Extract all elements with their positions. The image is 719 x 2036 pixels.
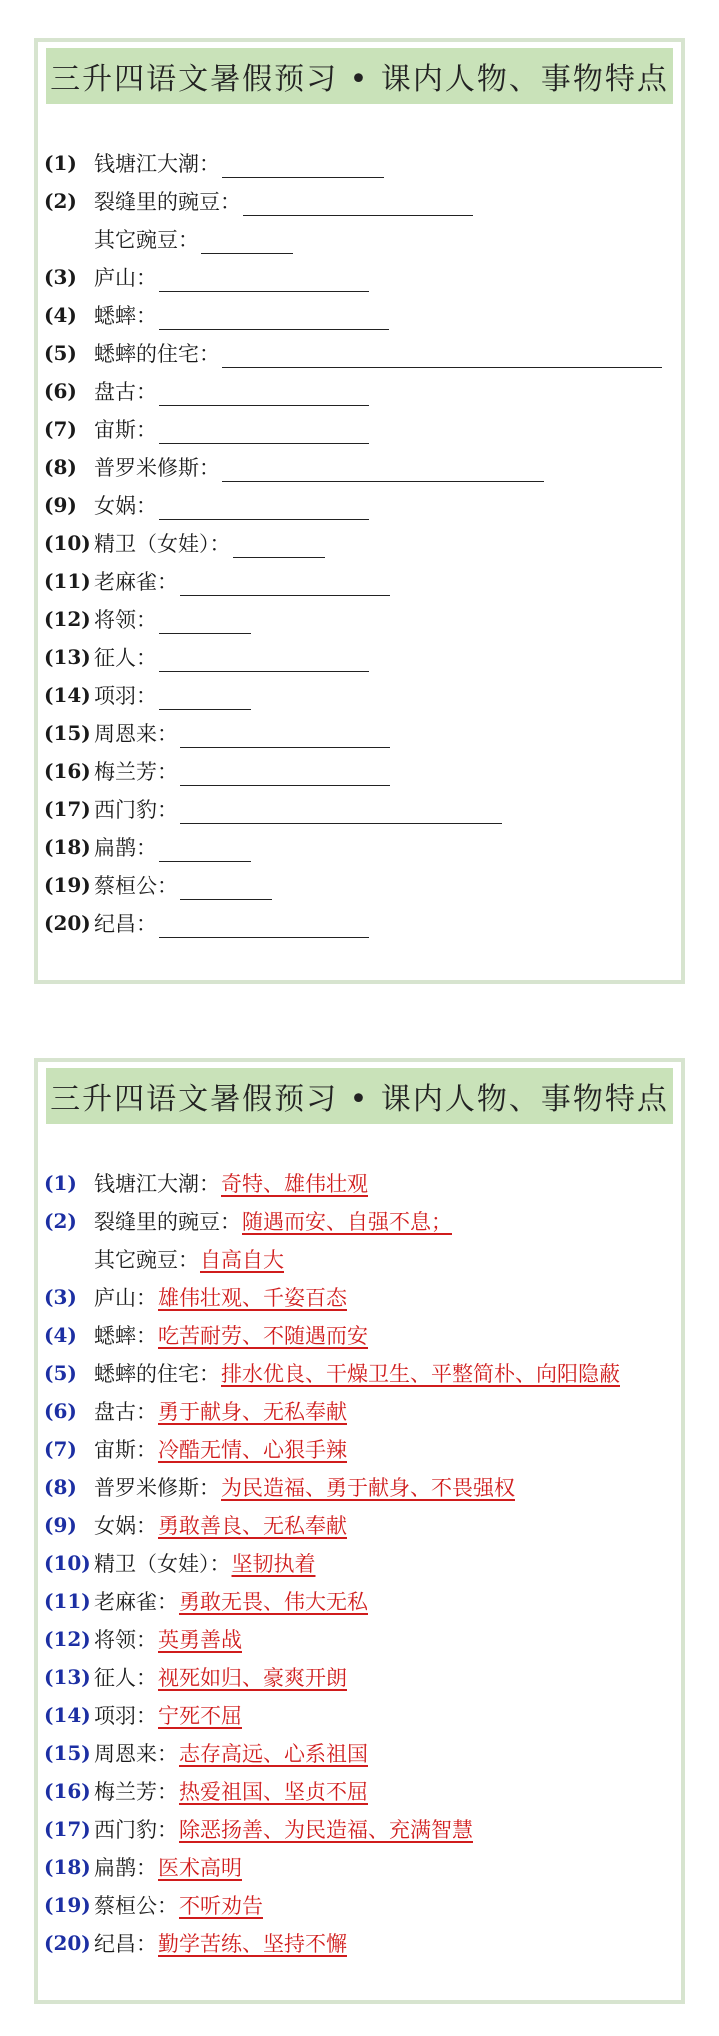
item-number: (15) [44, 1741, 91, 1765]
list-item [38, 488, 681, 522]
item-number: (1) [44, 151, 77, 175]
item-label: 将领： [94, 1628, 157, 1652]
answer-text: 为民造福、勇于献身、不畏强权 [221, 1476, 515, 1500]
list-item [38, 754, 681, 788]
answer-blank [159, 269, 369, 292]
answer-blank [159, 839, 251, 862]
item-label: 扁鹊： [94, 836, 157, 860]
item-number: (10) [44, 531, 91, 555]
answer-blank [159, 497, 369, 520]
answer-blank [159, 307, 389, 330]
item-number: (4) [44, 303, 77, 327]
item-label: 普罗米修斯： [94, 1476, 220, 1500]
list-item [38, 716, 681, 750]
item-number: (15) [44, 721, 91, 745]
list-item [38, 1356, 681, 1390]
item-number: (6) [44, 379, 77, 403]
answer-text: 自高自大 [200, 1248, 284, 1272]
worksheet-blank [34, 38, 685, 984]
list-item [38, 1432, 681, 1466]
list-item [38, 640, 681, 674]
answer-text: 视死如归、豪爽开朗 [158, 1666, 347, 1690]
answer-text: 医术高明 [158, 1856, 242, 1880]
answer-text: 雄伟壮观、千姿百态 [158, 1286, 347, 1310]
list-item [38, 1394, 681, 1428]
answer-blank [222, 459, 544, 482]
item-label: 钱塘江大潮： [94, 1172, 220, 1196]
item-label: 项羽： [94, 684, 157, 708]
item-number: (6) [44, 1399, 77, 1423]
answer-blank [233, 535, 325, 558]
list-item [38, 1774, 681, 1808]
item-label: 女娲： [94, 1514, 157, 1538]
list-item [38, 1204, 681, 1238]
list-item [38, 1546, 681, 1580]
item-label: 蟋蟀： [94, 1324, 157, 1348]
answer-blank [159, 915, 369, 938]
item-label: 蟋蟀的住宅： [94, 1362, 220, 1386]
answer-blank [159, 421, 369, 444]
list-item [38, 906, 681, 940]
item-number: (12) [44, 1627, 91, 1651]
item-label: 梅兰芳： [94, 760, 178, 784]
page-title: 三升四语文暑假预习 • 课内人物、事物特点 [46, 48, 673, 104]
answer-blank [159, 687, 251, 710]
list-item [38, 1698, 681, 1732]
answer-text: 排水优良、干燥卫生、平整简朴、向阳隐蔽 [221, 1362, 620, 1386]
item-label: 女娲： [94, 494, 157, 518]
item-label: 蟋蟀的住宅： [94, 342, 220, 366]
item-number: (16) [44, 1779, 91, 1803]
item-number: (14) [44, 1703, 91, 1727]
item-label: 庐山： [94, 266, 157, 290]
answer-text: 吃苦耐劳、不随遇而安 [158, 1324, 368, 1348]
answer-text: 随遇而安、自强不息； [242, 1210, 452, 1234]
item-number: (7) [44, 417, 77, 441]
item-label: 征人： [94, 646, 157, 670]
item-number: (2) [44, 189, 77, 213]
list-item [38, 678, 681, 712]
item-label: 老麻雀： [94, 570, 178, 594]
item-number: (12) [44, 607, 91, 631]
item-label: 裂缝里的豌豆： [94, 190, 241, 214]
item-number: (11) [44, 1589, 91, 1613]
answer-text: 除恶扬善、为民造福、充满智慧 [179, 1818, 473, 1842]
item-label: 裂缝里的豌豆： [94, 1210, 241, 1234]
item-number: (14) [44, 683, 91, 707]
answer-text: 勇敢善良、无私奉献 [158, 1514, 347, 1538]
list-item [38, 868, 681, 902]
item-number: (13) [44, 645, 91, 669]
item-label: 盘古： [94, 1400, 157, 1424]
answer-text: 热爱祖国、坚贞不屈 [179, 1780, 368, 1804]
list-item [38, 564, 681, 598]
answer-blank [243, 193, 473, 216]
item-label: 梅兰芳： [94, 1780, 178, 1804]
list-item [38, 184, 681, 218]
item-number: (17) [44, 1817, 91, 1841]
list-item [38, 222, 681, 256]
item-number: (18) [44, 835, 91, 859]
answer-blank [180, 877, 272, 900]
list-item [38, 1736, 681, 1770]
answer-blank [159, 383, 369, 406]
item-number: (9) [44, 1513, 77, 1537]
item-label: 西门豹： [94, 1818, 178, 1842]
list-item [38, 260, 681, 294]
item-number: (11) [44, 569, 91, 593]
list-item [38, 1584, 681, 1618]
item-number: (4) [44, 1323, 77, 1347]
item-label: 精卫（女娃）： [94, 532, 231, 556]
list-item [38, 1812, 681, 1846]
list-item [38, 1660, 681, 1694]
list-item [38, 298, 681, 332]
item-label: 庐山： [94, 1286, 157, 1310]
item-label: 周恩来： [94, 1742, 178, 1766]
list-item [38, 1470, 681, 1504]
item-number: (5) [44, 1361, 77, 1385]
item-label: 将领： [94, 608, 157, 632]
item-number: (19) [44, 873, 91, 897]
item-number: (8) [44, 1475, 77, 1499]
item-label: 蔡桓公： [94, 874, 178, 898]
item-number: (10) [44, 1551, 91, 1575]
item-number: (2) [44, 1209, 77, 1233]
answer-blank [180, 725, 390, 748]
answer-blank [159, 611, 251, 634]
list-item [38, 1622, 681, 1656]
list-item [38, 830, 681, 864]
item-label: 纪昌： [94, 912, 157, 936]
answer-text: 不听劝告 [179, 1894, 263, 1918]
answer-text: 坚韧执着 [231, 1552, 316, 1576]
list-item [38, 1318, 681, 1352]
answer-blank [222, 345, 662, 368]
item-number: (18) [44, 1855, 91, 1879]
list-item [38, 336, 681, 370]
item-number: (5) [44, 341, 77, 365]
answer-text: 勤学苦练、坚持不懈 [158, 1932, 347, 1956]
answer-text: 勇于献身、无私奉献 [158, 1400, 347, 1424]
item-label: 普罗米修斯： [94, 456, 220, 480]
list-item [38, 1166, 681, 1200]
item-number: (20) [44, 1931, 91, 1955]
list-item [38, 792, 681, 826]
item-label: 宙斯： [94, 1438, 157, 1462]
list-item [38, 146, 681, 180]
answer-text: 宁死不屈 [158, 1704, 242, 1728]
answer-text: 英勇善战 [158, 1628, 242, 1652]
item-label: 征人： [94, 1666, 157, 1690]
answer-text: 勇敢无畏、伟大无私 [179, 1590, 368, 1614]
answer-text: 冷酷无情、心狠手辣 [158, 1438, 347, 1462]
answer-blank [222, 155, 384, 178]
item-label: 钱塘江大潮： [94, 152, 220, 176]
item-number: (9) [44, 493, 77, 517]
answer-text: 志存高远、心系祖国 [179, 1742, 368, 1766]
item-label: 西门豹： [94, 798, 178, 822]
item-label: 纪昌： [94, 1932, 157, 1956]
item-number: (17) [44, 797, 91, 821]
item-number: (16) [44, 759, 91, 783]
answer-blank [180, 763, 390, 786]
answer-blank [180, 573, 390, 596]
item-label: 老麻雀： [94, 1590, 178, 1614]
list-item [38, 1888, 681, 1922]
item-label: 精卫（女娃）： [94, 1552, 231, 1576]
item-number: (3) [44, 265, 77, 289]
list-item [38, 526, 681, 560]
list-item [38, 1926, 681, 1960]
list-item [38, 450, 681, 484]
answer-blank [201, 231, 293, 254]
list-item [38, 1242, 681, 1276]
item-number: (7) [44, 1437, 77, 1461]
answer-text: 奇特、雄伟壮观 [221, 1172, 368, 1196]
item-label: 项羽： [94, 1704, 157, 1728]
item-label: 扁鹊： [94, 1856, 157, 1880]
answer-blank [159, 649, 369, 672]
item-number: (19) [44, 1893, 91, 1917]
item-number: (13) [44, 1665, 91, 1689]
item-number: (1) [44, 1171, 77, 1195]
answer-blank [180, 801, 502, 824]
item-label: 周恩来： [94, 722, 178, 746]
list-item [38, 1508, 681, 1542]
item-number: (8) [44, 455, 77, 479]
item-label: 宙斯： [94, 418, 157, 442]
list-item [38, 412, 681, 446]
item-label: 蟋蟀： [94, 304, 157, 328]
list-item [38, 602, 681, 636]
item-label: 其它豌豆： [94, 1248, 199, 1272]
item-label: 蔡桓公： [94, 1894, 178, 1918]
item-label: 盘古： [94, 380, 157, 404]
page-title: 三升四语文暑假预习 • 课内人物、事物特点 [46, 1068, 673, 1124]
list-item [38, 374, 681, 408]
worksheet-answers [34, 1058, 685, 2004]
item-number: (20) [44, 911, 91, 935]
item-label: 其它豌豆： [94, 228, 199, 252]
item-number: (3) [44, 1285, 77, 1309]
list-item [38, 1280, 681, 1314]
list-item [38, 1850, 681, 1884]
